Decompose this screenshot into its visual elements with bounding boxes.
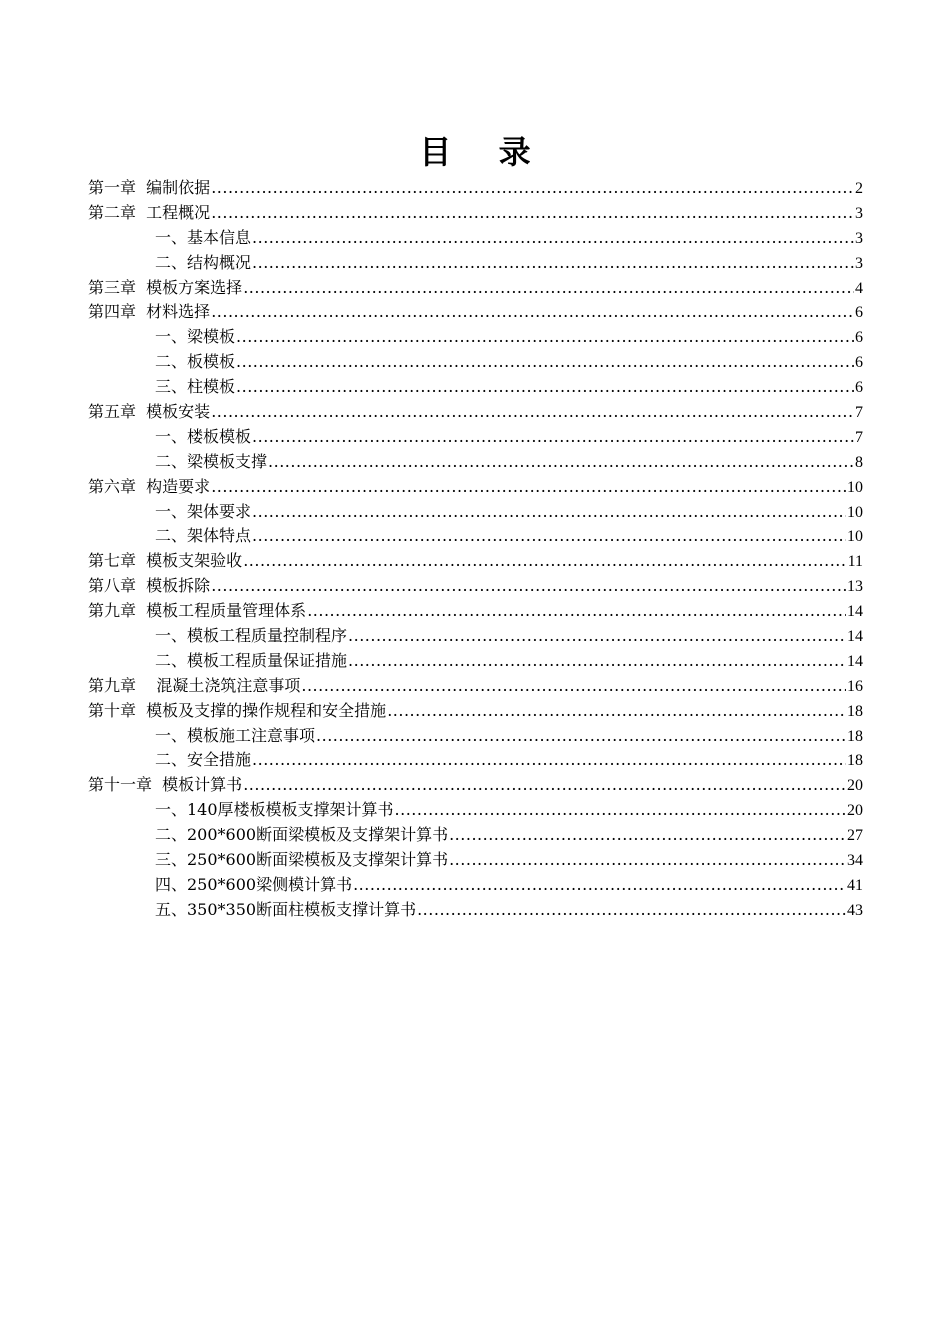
- toc-entry-page-number: 7: [855, 428, 863, 446]
- toc-entry[interactable]: [88, 325, 863, 350]
- toc-entry[interactable]: [88, 176, 863, 201]
- toc-entry-page-number: 18: [847, 727, 863, 745]
- toc-entry-page-number: 10: [847, 528, 863, 546]
- toc-entry[interactable]: [88, 549, 863, 574]
- toc-entry-page-number: 10: [847, 503, 863, 521]
- toc-dot-leader: [236, 325, 854, 350]
- toc-entry-page-number: 11: [847, 553, 863, 571]
- toc-entry[interactable]: [88, 375, 863, 400]
- toc-entry[interactable]: [88, 475, 863, 500]
- toc-entry-page-number: 18: [847, 702, 863, 720]
- toc-entry-label: 第三章 模板方案选择: [88, 277, 243, 297]
- toc-entry-label: 二、安全措施: [155, 750, 252, 770]
- toc-dot-leader: [252, 524, 846, 549]
- toc-entry-label: 第一章 编制依据: [88, 178, 211, 197]
- toc-dot-leader: [236, 350, 854, 375]
- toc-entry-label: 一、模板施工注意事项: [155, 725, 316, 745]
- toc-entry-label: 第五章 模板安装: [88, 402, 211, 422]
- toc-entry[interactable]: [88, 524, 863, 549]
- toc-entry[interactable]: [88, 699, 863, 724]
- toc-dot-leader: [348, 624, 846, 649]
- toc-entry-page-number: 18: [847, 752, 863, 770]
- toc-entry[interactable]: [88, 748, 863, 773]
- toc-entry-page-number: 20: [847, 777, 863, 795]
- toc-entry-label: 二、梁模板支撑: [155, 451, 268, 471]
- toc-entry-label: 一、基本信息: [155, 227, 252, 247]
- toc-dot-leader: [252, 748, 846, 773]
- toc-dot-leader: [211, 400, 854, 425]
- toc-entry[interactable]: [88, 898, 863, 923]
- toc-entry[interactable]: [88, 724, 863, 749]
- toc-entry[interactable]: [88, 873, 863, 898]
- toc-dot-leader: [211, 475, 846, 500]
- toc-entry-page-number: 10: [847, 478, 863, 496]
- toc-dot-leader: [252, 425, 854, 450]
- toc-dot-leader: [236, 375, 854, 400]
- toc-entry-page-number: 6: [855, 354, 863, 372]
- toc-entry-label: 二、架体特点: [155, 526, 252, 546]
- toc-entry-label: 一、梁模板: [155, 327, 236, 347]
- toc-entry-page-number: 20: [847, 802, 863, 820]
- toc-entry-page-number: 2: [855, 180, 863, 197]
- toc-entry-label: 第八章 模板拆除: [88, 576, 211, 596]
- toc-entry[interactable]: [88, 251, 863, 276]
- toc-entry-label: 一、楼板模板: [155, 426, 252, 446]
- toc-entry-label: 二、板模板: [155, 352, 236, 372]
- toc-entry-label: 三、柱模板: [155, 377, 236, 397]
- toc-entry-label: 第九章 混凝土浇筑注意事项: [88, 675, 301, 695]
- toc-title: 目 录: [419, 133, 549, 171]
- toc-entry-page-number: 43: [847, 901, 863, 919]
- toc-entry[interactable]: [88, 276, 863, 301]
- toc-entry-page-number: 4: [855, 279, 863, 297]
- toc-entry-page-number: 6: [855, 304, 863, 322]
- toc-dot-leader: [243, 549, 846, 574]
- toc-entry-page-number: 13: [847, 578, 863, 596]
- toc-entry-label: 第四章 材料选择: [88, 302, 211, 322]
- toc-entry-page-number: 34: [847, 852, 863, 870]
- toc-entry-page-number: 6: [855, 329, 863, 347]
- toc-entry[interactable]: [88, 674, 863, 699]
- toc-entry-label: 第九章 模板工程质量管理体系: [88, 601, 307, 621]
- toc-entry[interactable]: [88, 798, 863, 823]
- toc-dot-leader: [252, 500, 846, 525]
- toc-dot-leader: [252, 251, 854, 276]
- toc-entry-label: 一、140厚楼板模板支撑架计算书: [155, 800, 394, 820]
- toc-entry-label: 四、250*600梁侧模计算书: [155, 874, 353, 894]
- toc-entry-page-number: 3: [855, 254, 863, 272]
- toc-entry-page-number: 3: [855, 204, 863, 222]
- toc-entry-label: 一、模板工程质量控制程序: [155, 626, 348, 646]
- toc-entry-page-number: 6: [855, 379, 863, 397]
- toc-entry-page-number: 27: [847, 827, 863, 845]
- toc-entry[interactable]: [88, 500, 863, 525]
- toc-entry[interactable]: [88, 400, 863, 425]
- toc-entry-label: 第十一章 模板计算书: [88, 775, 243, 795]
- toc-entry-label: 二、200*600断面梁模板及支撑架计算书: [155, 825, 449, 845]
- toc-entry-page-number: 8: [855, 453, 863, 471]
- toc-entry-page-number: 3: [855, 229, 863, 247]
- toc-entry[interactable]: [88, 425, 863, 450]
- toc-dot-leader: [307, 599, 846, 624]
- toc-dot-leader: [353, 873, 846, 898]
- toc-entry[interactable]: [88, 574, 863, 599]
- toc-dot-leader: [211, 300, 854, 325]
- toc-list: [88, 176, 863, 923]
- toc-entry[interactable]: [88, 624, 863, 649]
- toc-dot-leader: [211, 574, 846, 599]
- toc-entry[interactable]: [88, 823, 863, 848]
- toc-dot-leader: [316, 724, 846, 749]
- toc-entry[interactable]: [88, 848, 863, 873]
- toc-dot-leader: [301, 674, 846, 699]
- toc-entry[interactable]: [88, 599, 863, 624]
- toc-entry-page-number: 14: [847, 652, 863, 670]
- toc-dot-leader: [387, 699, 846, 724]
- toc-dot-leader: [449, 823, 846, 848]
- toc-entry-page-number: 14: [847, 603, 863, 621]
- toc-dot-leader: [268, 450, 854, 475]
- toc-entry-label: 二、模板工程质量保证措施: [155, 650, 348, 670]
- toc-dot-leader: [395, 798, 846, 823]
- toc-entry-label: 二、结构概况: [155, 252, 252, 272]
- toc-entry-label: 第六章 构造要求: [88, 476, 211, 496]
- toc-entry[interactable]: [88, 201, 863, 226]
- toc-entry[interactable]: [88, 450, 863, 475]
- toc-entry-page-number: 14: [847, 628, 863, 646]
- toc-entry[interactable]: [88, 226, 863, 251]
- toc-dot-leader: [449, 848, 846, 873]
- toc-dot-leader: [211, 201, 854, 226]
- toc-entry[interactable]: [88, 350, 863, 375]
- toc-entry-page-number: 7: [855, 404, 863, 422]
- toc-dot-leader: [243, 276, 854, 301]
- toc-entry-label: 一、架体要求: [155, 501, 252, 521]
- toc-entry-page-number: 16: [847, 677, 863, 695]
- toc-dot-leader: [348, 649, 846, 674]
- toc-dot-leader: [243, 773, 846, 798]
- toc-dot-leader: [252, 226, 854, 251]
- toc-dot-leader: [417, 898, 846, 923]
- toc-entry-label: 第二章 工程概况: [88, 202, 211, 222]
- toc-entry-page-number: 41: [847, 876, 863, 894]
- toc-entry-label: 五、350*350断面柱模板支撑计算书: [155, 899, 417, 919]
- toc-dot-leader: [211, 176, 854, 201]
- toc-entry-label: 第七章 模板支架验收: [88, 551, 243, 571]
- toc-entry[interactable]: [88, 300, 863, 325]
- toc-entry[interactable]: [88, 773, 863, 798]
- toc-entry[interactable]: [88, 649, 863, 674]
- toc-entry-label: 第十章 模板及支撑的操作规程和安全措施: [88, 700, 387, 720]
- toc-entry-label: 三、250*600断面梁模板及支撑架计算书: [155, 850, 449, 870]
